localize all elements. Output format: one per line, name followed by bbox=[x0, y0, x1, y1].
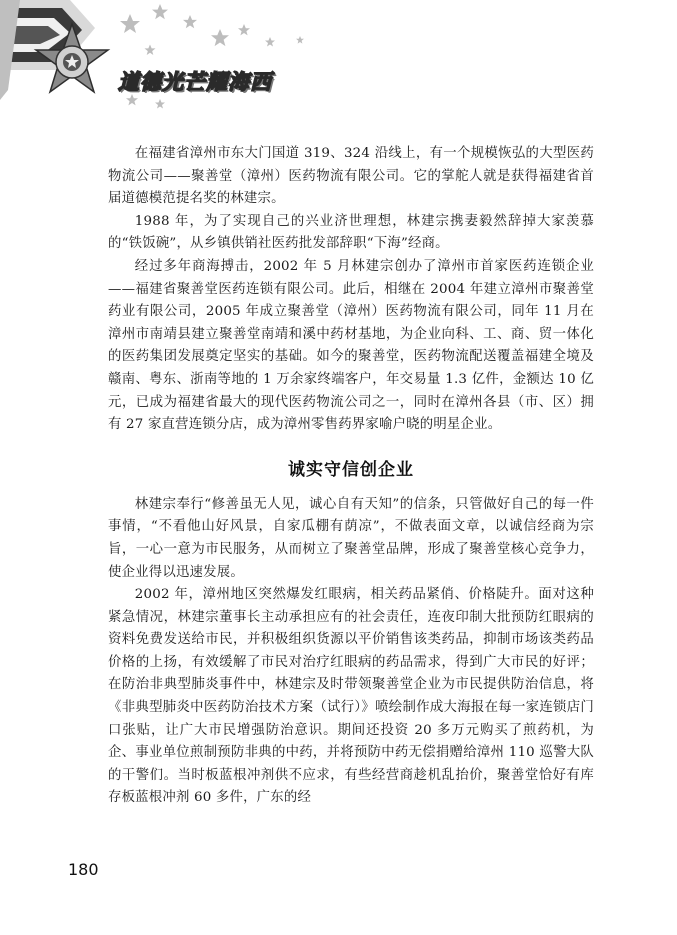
page-header bbox=[0, 0, 677, 120]
header-title: 道德光芒耀海西 bbox=[118, 70, 272, 94]
paragraph: 2002 年，漳州地区突然爆发红眼病，相关药品紧俏、价格陡升。面对这种紧急情况，林建宗董事长主动承担应有的社会责任，连夜印制大批预防红眼病的资料免费发送给市民，并积极组织货源以平价销售该类药品，抑制市场该类药品价格的上扬，有效缓解了市民对治疗红眼病的药品需求，得到广大市民的好评；在防治非典型肺炎事件中，林建宗及时带领聚善堂企业为市民提供防治信息，将《非典型肺炎中医药防治技术方案（试行）》喷绘制作成大海报在每一家连锁店门口张贴，让广大市民增强防治意识。期间还投资 20 多万元购买了煎药机，为企、事业单位煎制预防非典的中药，并将预防中药无偿捐赠给漳州 110 巡警大队的干警们。当时板蓝根冲剂供不应求，有些经营商趁机乱抬价，聚善堂恰好有库存板蓝根冲剂 60 多件，广东的经 bbox=[108, 587, 594, 806]
article-body bbox=[108, 143, 594, 810]
paragraph: 在福建省漳州市东大门国道 319、324 沿线上，有一个规模恢弘的大型医药物流公司——聚善堂（漳州）医药物流有限公司。它的掌舵人就是获得福建省首届道德模范提名奖的林建宗。 bbox=[108, 146, 594, 207]
paragraph: 林建宗奉行“修善虽无人见，诚心自有天知”的信条，只管做好自己的每一件事情，“不看他山好风景，自家瓜棚有荫凉”，不做表面文章，以诚信经商为宗旨，一心一意为市民服务，从而树立了聚善堂品牌，形成了聚善堂核心竞争力，使企业得以迅速发展。 bbox=[108, 496, 594, 580]
header-decoration bbox=[0, 0, 677, 120]
section-heading: 诚实守信创企业 bbox=[288, 459, 414, 480]
page-number: 180 bbox=[68, 860, 99, 879]
paragraph: 经过多年商海搏击，2002 年 5 月林建宗创办了漳州市首家医药连锁企业——福建省聚善堂医药连锁有限公司。此后，相继在 2004 年建立漳州市聚善堂药业有限公司，2005 年成立聚善堂（漳州）医药物流有限公司，同年 11 月在漳州市南靖县建立聚善堂南靖和溪中药材基地，为企业向科、工、商、贸一体化的医药集团发展奠定坚实的基础。如今的聚善堂，医药物流配送覆盖福建全境及赣南、粤东、浙南等地的 1 万余家终端客户，年交易量 1.3 亿件，金额达 10 亿元，已成为福建省最大的现代医药物流公司之一，同时在漳州各县（市、区）拥有 27 家直营连锁分店，成为漳州零售药界家喻户晓的明星企业。 bbox=[108, 258, 594, 433]
paragraph: 1988 年，为了实现自己的兴业济世理想，林建宗携妻毅然辞掉大家羡慕的“铁饭碗”，从乡镇供销社医药批发部辞职“下海”经商。 bbox=[108, 213, 594, 252]
